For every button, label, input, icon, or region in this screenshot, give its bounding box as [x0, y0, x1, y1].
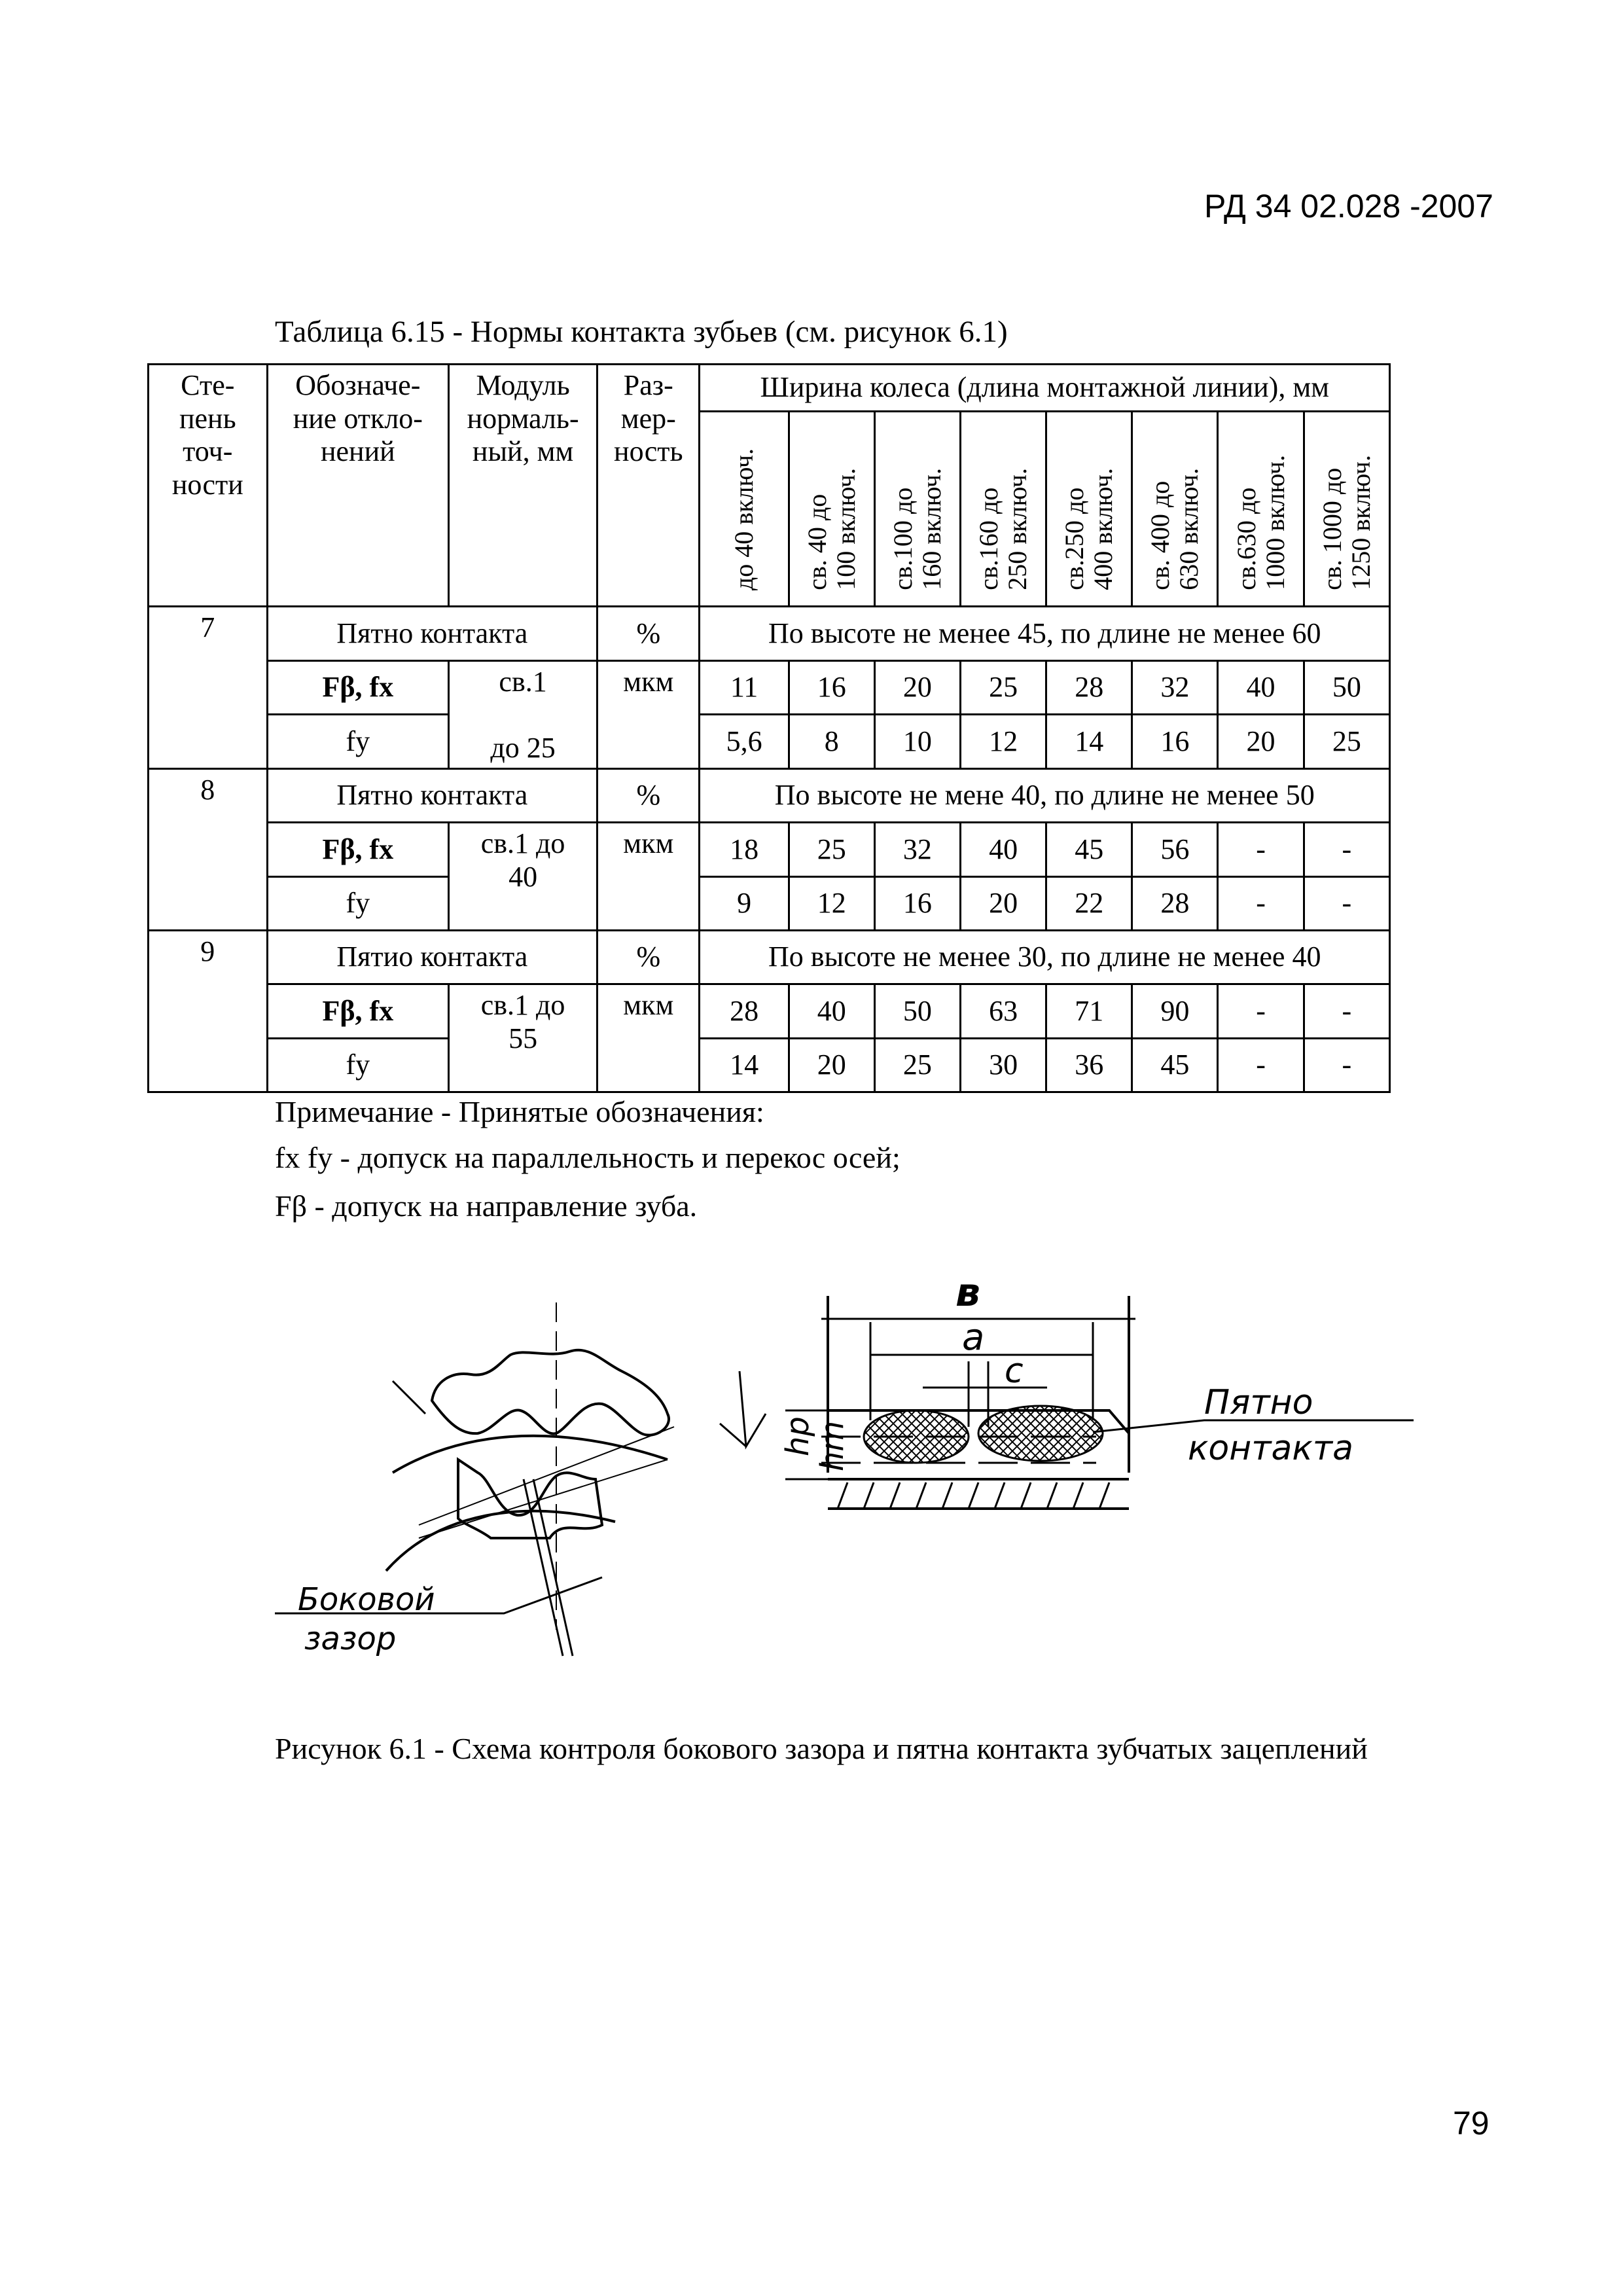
- header-width-col-label: св.160 до 250 включ.: [974, 468, 1033, 590]
- header-width-col-label: св. 40 до 100 включ.: [802, 468, 861, 590]
- header-width-col: [1046, 412, 1132, 607]
- value-cell: -: [1304, 823, 1389, 876]
- header-width-col: [1304, 412, 1389, 607]
- header-width-col: [961, 412, 1046, 607]
- deviation-label-cell: Fβ, fx: [267, 660, 448, 715]
- value-cell: 50: [874, 984, 960, 1038]
- header-width-col: [789, 412, 874, 607]
- value-cell: 25: [961, 660, 1046, 715]
- value-cell: 45: [1046, 823, 1132, 876]
- document-code: РД 34 02.028 -2007: [1204, 188, 1493, 224]
- value-cell: -: [1218, 984, 1304, 1038]
- value-cell: 50: [1304, 660, 1389, 715]
- value-cell: 9: [700, 876, 789, 930]
- table-row: [149, 769, 1390, 823]
- header-width-col: [1218, 412, 1304, 607]
- value-cell: 25: [874, 1038, 960, 1092]
- table-row: [149, 930, 1390, 984]
- value-cell: 25: [1304, 715, 1389, 769]
- value-cell: 16: [1132, 715, 1218, 769]
- unit-cell: мкм: [597, 823, 700, 931]
- deviation-label-cell: Fβ, fx: [267, 823, 448, 876]
- value-cell: 5,6: [700, 715, 789, 769]
- value-cell: 22: [1046, 876, 1132, 930]
- value-cell: 30: [961, 1038, 1046, 1092]
- label-c: с: [1005, 1352, 1024, 1391]
- value-cell: -: [1304, 984, 1389, 1038]
- value-cell: -: [1304, 1038, 1389, 1092]
- note-title: Примечание - Принятые обозначения:: [275, 1095, 764, 1128]
- header-width-col-label: св.250 до 400 включ.: [1060, 468, 1118, 590]
- contact-text-cell: По высоте не менее 30, по длине не менее 40: [700, 930, 1390, 984]
- value-cell: 63: [961, 984, 1046, 1038]
- header-width-col: [874, 412, 960, 607]
- deviation-label-cell: fy: [267, 715, 448, 769]
- module-cell: св.1 до 40: [449, 823, 597, 931]
- header-degree: Сте- пень точ- ности: [149, 365, 268, 607]
- value-cell: 28: [1132, 876, 1218, 930]
- deviation-label-cell: fy: [267, 876, 448, 930]
- unit-cell: мкм: [597, 660, 700, 768]
- value-cell: 56: [1132, 823, 1218, 876]
- header-module: Модуль нормаль- ный, мм: [449, 365, 597, 607]
- value-cell: 10: [874, 715, 960, 769]
- label-b: в: [955, 1270, 980, 1316]
- label-a: а: [962, 1316, 985, 1359]
- value-cell: 18: [700, 823, 789, 876]
- value-cell: 20: [789, 1038, 874, 1092]
- table-row: [149, 607, 1390, 660]
- module-cell: св.1 до 55: [449, 984, 597, 1092]
- table-row: [149, 876, 1390, 930]
- contact-label-cell: Пятно контакта: [267, 607, 597, 660]
- side-gap-label-1: Боковой: [298, 1581, 435, 1618]
- value-cell: 14: [1046, 715, 1132, 769]
- deviation-label-cell: Fβ, fx: [267, 984, 448, 1038]
- value-cell: 71: [1046, 984, 1132, 1038]
- contact-text-cell: По высоте не мене 40, по длине не менее 50: [700, 769, 1390, 823]
- side-gap-label-2: зазор: [304, 1621, 397, 1657]
- header-width-col-label: до 40 включ.: [729, 448, 759, 590]
- header-width-col: [700, 412, 789, 607]
- table-row: [149, 984, 1390, 1038]
- degree-cell: 8: [149, 769, 268, 931]
- contact-label-cell: Пятно контакта: [267, 769, 597, 823]
- value-cell: 28: [1046, 660, 1132, 715]
- note-line-2: Fβ - допуск на направление зуба.: [275, 1189, 698, 1223]
- value-cell: -: [1304, 876, 1389, 930]
- header-designation: Обозначе- ние откло- нений: [267, 365, 448, 607]
- label-hp: hp: [779, 1416, 816, 1456]
- degree-cell: 7: [149, 607, 268, 769]
- value-cell: 20: [961, 876, 1046, 930]
- value-cell: -: [1218, 823, 1304, 876]
- table-row: [149, 1038, 1390, 1092]
- header-width-group: Ширина колеса (длина монтажной линии), мм: [700, 365, 1390, 412]
- header-width-col-label: св. 400 до 630 включ.: [1145, 468, 1204, 590]
- value-cell: 14: [700, 1038, 789, 1092]
- value-cell: -: [1218, 1038, 1304, 1092]
- value-cell: 12: [789, 876, 874, 930]
- value-cell: 20: [874, 660, 960, 715]
- value-cell: 45: [1132, 1038, 1218, 1092]
- value-cell: 32: [1132, 660, 1218, 715]
- header-width-col-label: св.100 до 160 включ.: [887, 468, 946, 590]
- value-cell: 20: [1218, 715, 1304, 769]
- page-number: 79: [1453, 2105, 1489, 2142]
- contact-label-cell: Пятио контакта: [267, 930, 597, 984]
- header-width-col-label: св.630 до 1000 включ.: [1231, 455, 1290, 590]
- table-caption: Таблица 6.15 - Нормы контакта зубьев (см. рисунок 6.1): [275, 315, 1008, 349]
- degree-cell: 9: [149, 930, 268, 1092]
- table-row: [149, 660, 1390, 715]
- contact-unit-cell: %: [597, 607, 700, 660]
- value-cell: 25: [789, 823, 874, 876]
- contact-unit-cell: %: [597, 930, 700, 984]
- control-scheme-figure: [275, 1263, 1453, 1669]
- header-width-col-label: св. 1000 до 1250 включ.: [1317, 455, 1376, 590]
- value-cell: 28: [700, 984, 789, 1038]
- module-cell: св.1 до 25: [449, 660, 597, 768]
- value-cell: 11: [700, 660, 789, 715]
- figure-caption: Рисунок 6.1 - Схема контроля бокового зазора и пятна контакта зубчатых зацеплений: [275, 1732, 1368, 1765]
- value-cell: 32: [874, 823, 960, 876]
- header-width-col: [1132, 412, 1218, 607]
- value-cell: -: [1218, 876, 1304, 930]
- value-cell: 16: [789, 660, 874, 715]
- contact-unit-cell: %: [597, 769, 700, 823]
- unit-cell: мкм: [597, 984, 700, 1092]
- deviation-label-cell: fy: [267, 1038, 448, 1092]
- contact-spot-label-2: контакта: [1188, 1429, 1353, 1468]
- value-cell: 90: [1132, 984, 1218, 1038]
- value-cell: 36: [1046, 1038, 1132, 1092]
- contact-text-cell: По высоте не менее 45, по длине не менее 60: [700, 607, 1390, 660]
- contact-spot-label-1: Пятно: [1204, 1383, 1313, 1422]
- value-cell: 8: [789, 715, 874, 769]
- contact-norms-table: [147, 363, 1391, 1093]
- value-cell: 40: [961, 823, 1046, 876]
- value-cell: 40: [1218, 660, 1304, 715]
- table-row: [149, 823, 1390, 876]
- header-unit: Раз- мер- ность: [597, 365, 700, 607]
- note-line-1: fx fy - допуск на параллельность и перекос осей;: [275, 1141, 901, 1174]
- label-hm: hm: [814, 1420, 851, 1471]
- value-cell: 12: [961, 715, 1046, 769]
- table-row: [149, 715, 1390, 769]
- value-cell: 40: [789, 984, 874, 1038]
- value-cell: 16: [874, 876, 960, 930]
